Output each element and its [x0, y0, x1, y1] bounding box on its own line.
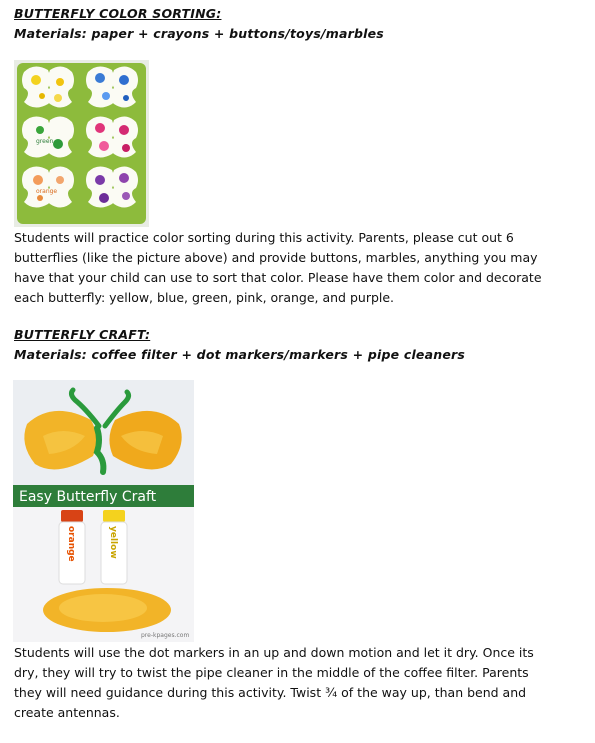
butterfly-sorting-photo [14, 60, 149, 227]
butterfly-sorting-description: Students will practice color sorting during this activity. Parents, please cut out 6 butterflies (like the picture above) and provide buttons, marbles, anything you may have that your child can use to sort that color. Please have them color and decorate each butterfly: yellow, blue, green, pink, orange, and purple. [14, 230, 542, 305]
butterfly-craft-materials: Materials: coffee filter + dot markers/markers + pipe cleaners [14, 347, 466, 362]
craft-banner-text: Easy Butterfly Craft [19, 489, 157, 505]
butterfly-sorting-materials: Materials: paper + crayons + buttons/toys/marbles [14, 26, 384, 41]
butterfly-sorting-heading: BUTTERFLY COLOR SORTING: [14, 6, 222, 21]
photo-label-orange: orange [36, 188, 58, 195]
butterfly-craft-photo [13, 380, 194, 642]
butterfly-craft-heading: BUTTERFLY CRAFT: [14, 327, 151, 342]
butterfly-craft-description: Students will use the dot markers in an up and down motion and let it dry. Once its dry, they will try to twist the pipe cleaner in the middle of the coffee filter. Parents they will need guidance during this activity. Twist ¾ of the way up, than bend and create antennas. [14, 645, 534, 720]
photo-label-green: green [36, 138, 54, 145]
marker-label-yellow: yellow [108, 526, 118, 559]
marker-label-orange: orange [66, 526, 76, 562]
photo-watermark: pre-kpages.com [141, 632, 190, 639]
